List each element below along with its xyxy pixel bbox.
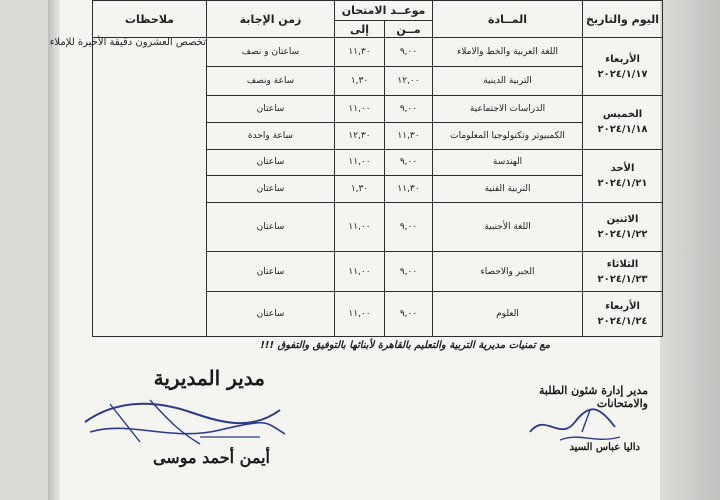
day-name: الأربعاء xyxy=(605,53,640,65)
table-row-date xyxy=(583,292,663,337)
date-value: ٢٠٢٤/١/٢٢ xyxy=(597,229,648,241)
day-name: الاثنين xyxy=(606,214,639,226)
paper-shadow-left xyxy=(48,0,60,500)
duration-cell: ساعة واحدة xyxy=(207,122,335,149)
to-cell: ١١,٠٠ xyxy=(335,252,385,292)
from-cell: ١١,٣٠ xyxy=(385,176,433,203)
subject-cell: الكمبيوتر وتكنولوجيا المعلومات xyxy=(433,122,583,149)
subject-cell: التربية الفنية xyxy=(433,176,583,203)
from-cell: ١٢,٠٠ xyxy=(385,67,433,96)
header-to: إلى xyxy=(335,21,385,38)
date-value: ٢٠٢٤/١/٢١ xyxy=(597,177,648,189)
subject-cell: الهندسة xyxy=(433,149,583,176)
day-name: الخميس xyxy=(602,109,643,121)
date-value: ٢٠٢٤/١/١٨ xyxy=(597,124,648,136)
from-cell: ٩,٠٠ xyxy=(385,252,433,292)
subject-cell: اللغة الأجنبية xyxy=(433,203,583,252)
to-cell: ١١,٠٠ xyxy=(335,292,385,337)
from-cell: ٩,٠٠ xyxy=(385,149,433,176)
to-cell: ١١,٠٠ xyxy=(335,96,385,123)
header-duration: زمن الإجابة xyxy=(207,1,335,38)
date-value: ٢٠٢٤/١/٢٤ xyxy=(597,316,648,328)
to-cell: ١١,٠٠ xyxy=(335,203,385,252)
signature-left-title: مدير المديرية xyxy=(153,366,265,390)
signature-right-name: داليا عباس السيد xyxy=(569,442,640,453)
table-row-date xyxy=(583,38,663,96)
to-cell: ١٢,٣٠ xyxy=(335,122,385,149)
signature-right-title: مدير إدارة شئون الطلبة والامتحانات xyxy=(539,384,648,410)
duration-cell: ساعتان xyxy=(207,203,335,252)
subject-cell: اللغة العربية والخط والاملاء xyxy=(433,38,583,67)
footer-wishes-note: مع تمنيات مديرية التربية والتعليم بالقاهرة لأبنائها بالتوفيق والتفوق !!! xyxy=(260,340,550,351)
duration-cell: ساعتان و نصف xyxy=(207,38,335,67)
duration-cell: ساعتان xyxy=(207,96,335,123)
paper-shadow-right xyxy=(660,0,720,500)
table-row-date xyxy=(583,149,663,203)
from-cell: ٩,٠٠ xyxy=(385,203,433,252)
day-name: الأربعاء xyxy=(605,301,640,313)
to-cell: ١,٣٠ xyxy=(335,67,385,96)
header-day-date: اليوم والتاريخ xyxy=(583,1,663,38)
signature-left-name: أيمن أحمد موسى xyxy=(152,448,270,467)
to-cell: ١١,٠٠ xyxy=(335,149,385,176)
day-name: الأحد xyxy=(610,162,635,174)
from-cell: ٩,٠٠ xyxy=(385,96,433,123)
from-cell: ٩,٠٠ xyxy=(385,38,433,67)
from-cell: ١١,٣٠ xyxy=(385,122,433,149)
subject-cell: التربية الدينية xyxy=(433,67,583,96)
exam-schedule-table xyxy=(49,0,663,337)
duration-cell: ساعتان xyxy=(207,252,335,292)
date-value: ٢٠٢٤/١/٢٣ xyxy=(597,273,648,285)
to-cell: ١١,٣٠ xyxy=(335,38,385,67)
duration-cell: ساعتان xyxy=(207,292,335,337)
date-value: ٢٠٢٤/١/١٧ xyxy=(597,68,648,80)
header-from: مــن xyxy=(385,21,433,38)
signature-left-scribble xyxy=(80,392,290,452)
day-name: الثلاثاء xyxy=(606,258,639,270)
subject-cell: العلوم xyxy=(433,292,583,337)
duration-cell: ساعتان xyxy=(207,149,335,176)
from-cell: ٩,٠٠ xyxy=(385,292,433,337)
duration-cell: ساعة ونصف xyxy=(207,67,335,96)
duration-cell: ساعتان xyxy=(207,176,335,203)
table-row-date xyxy=(583,96,663,150)
to-cell: ١,٣٠ xyxy=(335,176,385,203)
table-row-date xyxy=(583,252,663,292)
subject-cell: الدراسات الاجتماعية xyxy=(433,96,583,123)
header-notes: ملاحظات xyxy=(93,1,207,38)
header-subject: المــادة xyxy=(433,1,583,38)
note-text: تخصص العشرون دقيقة الأخيرة للإملاء xyxy=(49,37,206,48)
table-row-date xyxy=(583,203,663,252)
notes-cell xyxy=(49,37,207,337)
subject-cell: الجبر والاحصاء xyxy=(433,252,583,292)
header-exam-time: موعــد الامتحان xyxy=(335,1,433,21)
